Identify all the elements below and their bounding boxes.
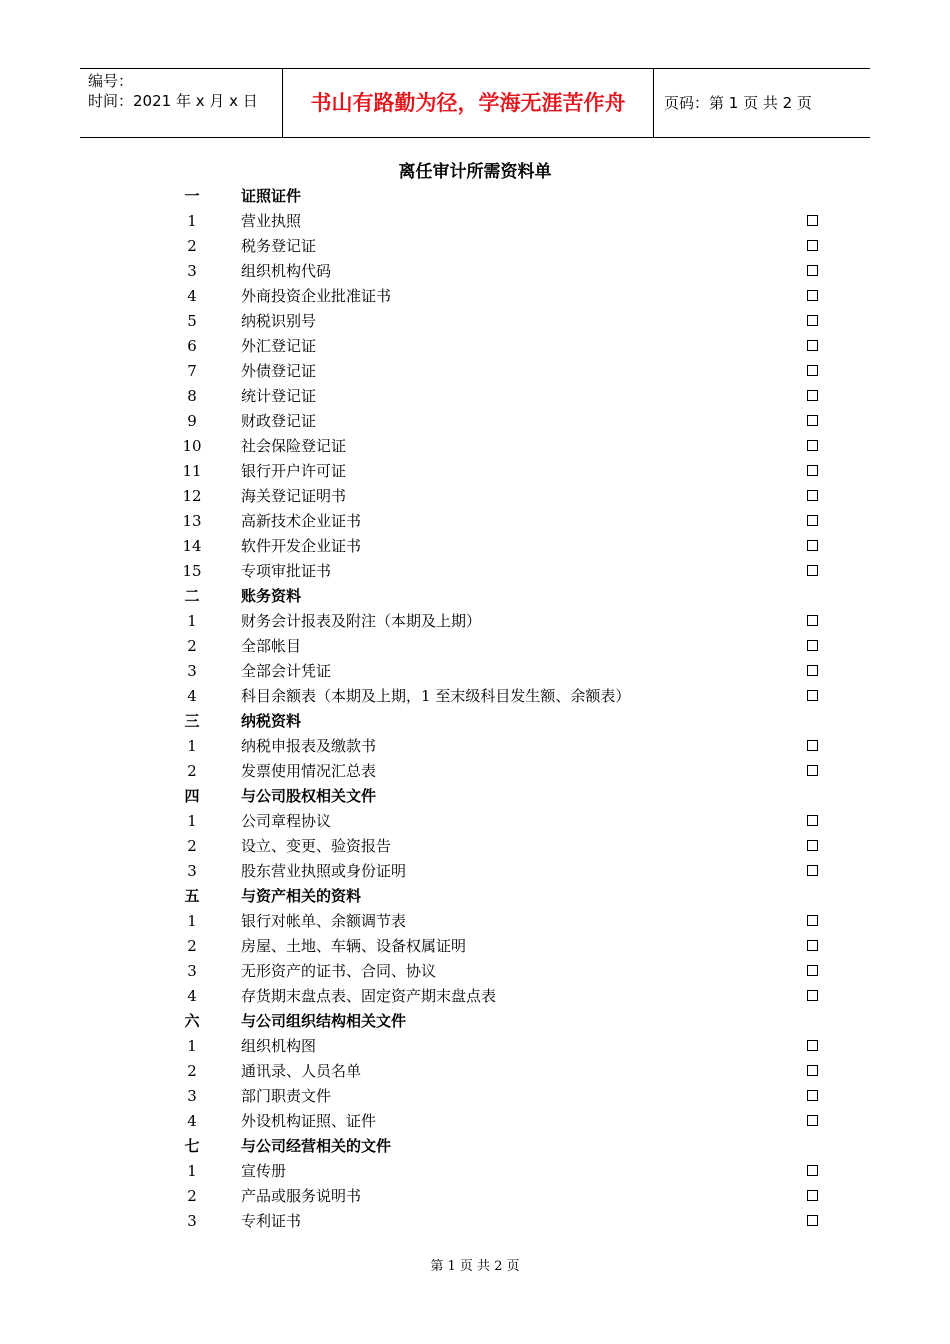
section-header — [0, 709, 950, 734]
checklist-item — [0, 959, 950, 984]
item-text: 全部帐目 — [241, 637, 302, 655]
item-number: 1 — [187, 212, 197, 230]
header-page-info: 页码：第 1 页 共 2 页 — [664, 94, 812, 112]
checkbox[interactable] — [807, 990, 818, 1001]
section-header — [0, 584, 950, 609]
item-text: 组织机构代码 — [241, 262, 332, 280]
item-text: 科目余额表（本期及上期，1 至末级科目发生额、余额表） — [241, 687, 631, 705]
checkbox[interactable] — [807, 465, 818, 476]
checkbox[interactable] — [807, 1165, 818, 1176]
item-text: 宣传册 — [241, 1162, 287, 1180]
item-number: 3 — [187, 1087, 197, 1105]
checkbox[interactable] — [807, 690, 818, 701]
checklist-item — [0, 459, 950, 484]
section-number: 四 — [184, 787, 200, 805]
item-text: 纳税识别号 — [241, 312, 317, 330]
item-text: 产品或服务说明书 — [241, 1187, 362, 1205]
checklist-item — [0, 534, 950, 559]
document-code: 编号： — [88, 72, 134, 90]
checklist-item — [0, 259, 950, 284]
section-title: 与公司组织结构相关文件 — [241, 1012, 407, 1030]
item-number: 4 — [187, 987, 197, 1005]
checklist-item — [0, 1034, 950, 1059]
checklist-item — [0, 359, 950, 384]
item-number: 4 — [187, 1112, 197, 1130]
section-title: 纳税资料 — [241, 712, 302, 730]
item-text: 股东营业执照或身份证明 — [241, 862, 407, 880]
checkbox[interactable] — [807, 815, 818, 826]
section-header — [0, 1134, 950, 1159]
item-text: 通讯录、人员名单 — [241, 1062, 362, 1080]
section-header — [0, 184, 950, 209]
item-text: 营业执照 — [241, 212, 302, 230]
section-title: 与公司经营相关的文件 — [241, 1137, 392, 1155]
item-number: 13 — [182, 512, 202, 530]
checkbox[interactable] — [807, 865, 818, 876]
item-number: 11 — [182, 462, 202, 480]
checklist-item — [0, 809, 950, 834]
checklist-item — [0, 634, 950, 659]
item-number: 5 — [187, 312, 197, 330]
checkbox[interactable] — [807, 240, 818, 251]
item-text: 外汇登记证 — [241, 337, 317, 355]
item-text: 银行对帐单、余额调节表 — [241, 912, 407, 930]
checkbox[interactable] — [807, 840, 818, 851]
checklist-item — [0, 834, 950, 859]
item-number: 1 — [187, 737, 197, 755]
checklist-item — [0, 1109, 950, 1134]
checklist-item — [0, 484, 950, 509]
item-text: 银行开户许可证 — [241, 462, 347, 480]
page-header — [80, 68, 870, 138]
checklist-item — [0, 559, 950, 584]
item-number: 14 — [182, 537, 202, 555]
item-text: 社会保险登记证 — [241, 437, 347, 455]
item-number: 3 — [187, 662, 197, 680]
checkbox[interactable] — [807, 290, 818, 301]
checklist-item — [0, 1184, 950, 1209]
item-number: 2 — [187, 237, 197, 255]
checkbox[interactable] — [807, 1190, 818, 1201]
item-text: 外债登记证 — [241, 362, 317, 380]
item-text: 公司章程协议 — [241, 812, 332, 830]
item-text: 外设机构证照、证件 — [241, 1112, 377, 1130]
checkbox[interactable] — [807, 665, 818, 676]
checklist-item — [0, 384, 950, 409]
checkbox[interactable] — [807, 415, 818, 426]
section-number: 二 — [184, 587, 200, 605]
checklist-item — [0, 734, 950, 759]
item-number: 3 — [187, 962, 197, 980]
item-number: 1 — [187, 612, 197, 630]
checkbox[interactable] — [807, 940, 818, 951]
checkbox[interactable] — [807, 1215, 818, 1226]
checklist-item — [0, 434, 950, 459]
checkbox[interactable] — [807, 915, 818, 926]
checkbox[interactable] — [807, 765, 818, 776]
section-number: 五 — [184, 887, 200, 905]
item-text: 财政登记证 — [241, 412, 317, 430]
page-footer: 第 1 页 共 2 页 — [430, 1259, 520, 1274]
item-text: 纳税申报表及缴款书 — [241, 737, 377, 755]
checklist-item — [0, 334, 950, 359]
checklist-item — [0, 909, 950, 934]
item-number: 3 — [187, 262, 197, 280]
checkbox[interactable] — [807, 640, 818, 651]
item-text: 海关登记证明书 — [241, 487, 347, 505]
checkbox[interactable] — [807, 315, 818, 326]
section-title: 与资产相关的资料 — [241, 887, 362, 905]
item-text: 高新技术企业证书 — [241, 512, 362, 530]
checkbox[interactable] — [807, 215, 818, 226]
item-text: 存货期末盘点表、固定资产期末盘点表 — [241, 987, 497, 1005]
item-text: 组织机构图 — [241, 1037, 317, 1055]
checkbox[interactable] — [807, 1115, 818, 1126]
checkbox[interactable] — [807, 440, 818, 451]
item-text: 税务登记证 — [241, 237, 317, 255]
item-number: 10 — [182, 437, 202, 455]
checkbox[interactable] — [807, 365, 818, 376]
checkbox[interactable] — [807, 390, 818, 401]
checklist-item — [0, 284, 950, 309]
header-meta — [80, 69, 282, 137]
checklist-item — [0, 859, 950, 884]
checkbox[interactable] — [807, 340, 818, 351]
item-text: 财务会计报表及附注（本期及上期） — [241, 612, 482, 630]
item-number: 1 — [187, 912, 197, 930]
item-text: 设立、变更、验资报告 — [241, 837, 392, 855]
item-text: 软件开发企业证书 — [241, 537, 362, 555]
item-number: 15 — [182, 562, 202, 580]
item-text: 部门职责文件 — [241, 1087, 332, 1105]
section-number: 六 — [184, 1012, 200, 1030]
checkbox[interactable] — [807, 540, 818, 551]
checkbox[interactable] — [807, 515, 818, 526]
item-number: 12 — [182, 487, 202, 505]
checklist-item — [0, 984, 950, 1009]
checkbox[interactable] — [807, 1040, 818, 1051]
item-number: 6 — [187, 337, 197, 355]
checklist-item — [0, 209, 950, 234]
item-text: 专利证书 — [241, 1212, 302, 1230]
item-text: 全部会计凭证 — [241, 662, 332, 680]
checklist-item — [0, 659, 950, 684]
section-title: 与公司股权相关文件 — [241, 787, 377, 805]
item-number: 9 — [187, 412, 197, 430]
checklist-item — [0, 1209, 950, 1234]
item-number: 2 — [187, 762, 197, 780]
checklist — [0, 184, 950, 1234]
checklist-item — [0, 409, 950, 434]
checklist-item — [0, 934, 950, 959]
checkbox[interactable] — [807, 1065, 818, 1076]
section-title: 账务资料 — [241, 587, 302, 605]
item-number: 2 — [187, 1062, 197, 1080]
checkbox[interactable] — [807, 1090, 818, 1101]
section-number: 七 — [184, 1137, 200, 1155]
checklist-item — [0, 684, 950, 709]
section-header — [0, 1009, 950, 1034]
checkbox[interactable] — [807, 615, 818, 626]
item-text: 无形资产的证书、合同、协议 — [241, 962, 437, 980]
item-number: 1 — [187, 1037, 197, 1055]
item-number: 2 — [187, 637, 197, 655]
checkbox[interactable] — [807, 565, 818, 576]
item-number: 2 — [187, 937, 197, 955]
checklist-item — [0, 509, 950, 534]
item-text: 外商投资企业批准证书 — [241, 287, 392, 305]
item-number: 4 — [187, 687, 197, 705]
checklist-item — [0, 234, 950, 259]
checklist-item — [0, 1084, 950, 1109]
checklist-item — [0, 309, 950, 334]
checklist-item — [0, 759, 950, 784]
checklist-item — [0, 609, 950, 634]
section-number: 一 — [184, 187, 200, 205]
document-title: 离任审计所需资料单 — [398, 162, 552, 182]
section-header — [0, 784, 950, 809]
checkbox[interactable] — [807, 490, 818, 501]
section-number: 三 — [184, 712, 200, 730]
item-number: 1 — [187, 812, 197, 830]
checkbox[interactable] — [807, 965, 818, 976]
item-text: 统计登记证 — [241, 387, 317, 405]
item-number: 3 — [187, 1212, 197, 1230]
item-number: 3 — [187, 862, 197, 880]
item-number: 1 — [187, 1162, 197, 1180]
item-number: 8 — [187, 387, 197, 405]
item-number: 2 — [187, 837, 197, 855]
section-title: 证照证件 — [241, 187, 302, 205]
section-header — [0, 884, 950, 909]
item-text: 专项审批证书 — [241, 562, 332, 580]
checkbox[interactable] — [807, 265, 818, 276]
document-time: 时间：2021 年 x 月 x 日 — [88, 92, 258, 110]
item-text: 房屋、土地、车辆、设备权属证明 — [241, 937, 467, 955]
checklist-item — [0, 1159, 950, 1184]
item-number: 4 — [187, 287, 197, 305]
item-number: 2 — [187, 1187, 197, 1205]
item-text: 发票使用情况汇总表 — [241, 762, 377, 780]
checkbox[interactable] — [807, 740, 818, 751]
checklist-item — [0, 1059, 950, 1084]
item-number: 7 — [187, 362, 197, 380]
header-motto: 书山有路勤为径，学海无涯苦作舟 — [282, 69, 654, 137]
